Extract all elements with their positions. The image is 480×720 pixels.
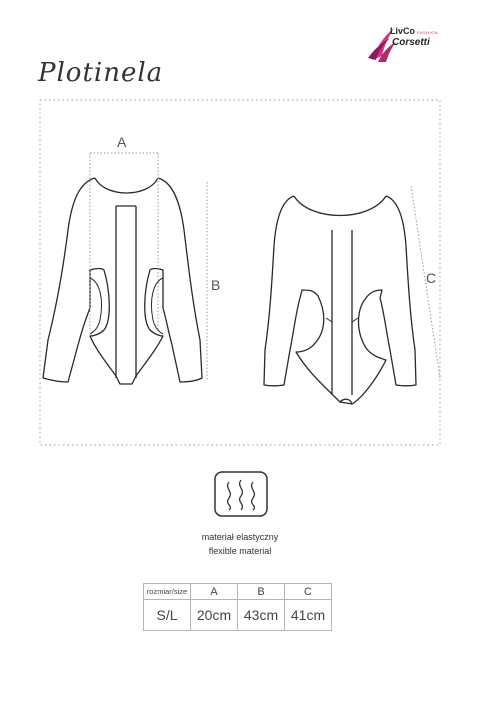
label-b: B	[211, 277, 221, 293]
product-title: Plotinela	[38, 58, 164, 88]
brand-fashion-label: FASHION	[417, 30, 439, 35]
material-label-polish: materiał elastyczny	[201, 532, 279, 542]
size-table-header	[144, 584, 332, 600]
back-view	[264, 196, 416, 404]
brand-name-bottom: Corsetti	[392, 37, 430, 48]
header-a: A	[191, 584, 238, 600]
header-size: rozmiar/size	[144, 584, 191, 600]
dimension-a	[90, 153, 158, 330]
cell-c: 41cm	[285, 600, 332, 631]
label-c: C	[426, 270, 437, 286]
size-table-row	[144, 600, 332, 631]
diagram-frame	[40, 100, 440, 445]
material-label-english: flexible material	[208, 546, 272, 556]
brand-name-top: LivCo FASHION	[390, 26, 439, 36]
header-c: C	[285, 584, 332, 600]
front-view	[43, 178, 202, 384]
label-a: A	[117, 134, 127, 150]
cell-a: 20cm	[191, 600, 238, 631]
cell-size: S/L	[144, 600, 191, 631]
flexible-material-icon	[213, 470, 269, 518]
header-b: B	[238, 584, 285, 600]
cell-b: 43cm	[238, 600, 285, 631]
size-table	[143, 583, 332, 631]
